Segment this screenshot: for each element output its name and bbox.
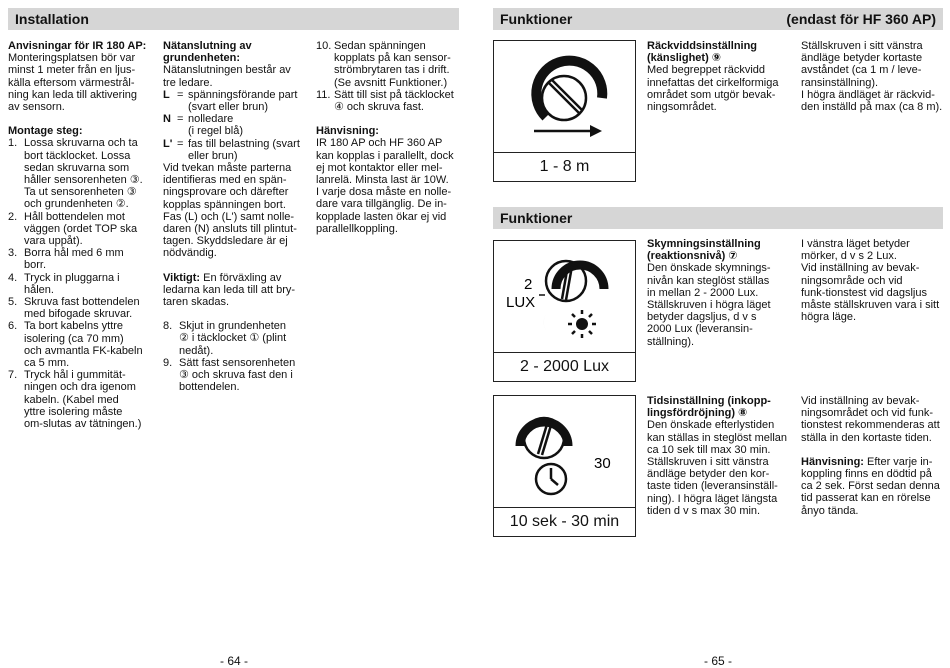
time-title-line: Tidsinställning (inkopp- bbox=[647, 395, 771, 407]
range-side-line: Ställskruven i sitt vänstra bbox=[801, 40, 923, 52]
range-setting-text bbox=[647, 40, 795, 113]
step-line: sedan skruvarna som bbox=[24, 161, 130, 174]
installation-header bbox=[8, 8, 459, 30]
list-item bbox=[8, 296, 154, 320]
time-side-line: Vid inställning av bevak- bbox=[801, 395, 920, 407]
step-line: nedåt). bbox=[179, 344, 214, 357]
lux-title-line: Skymningsinställning bbox=[647, 238, 761, 250]
definition-item: L' = fas till belastning (svart eller brun) bbox=[163, 138, 311, 162]
lux-icon-number: 2 bbox=[524, 276, 533, 293]
intro-line: minst 1 meter från en ljus- bbox=[8, 64, 136, 77]
time-dial-icon bbox=[494, 396, 635, 508]
step-line: isolering (ca 70 mm) bbox=[24, 332, 124, 345]
step-number: 8. bbox=[163, 320, 173, 333]
title-line: Nätanslutning av bbox=[163, 40, 252, 52]
time-setting-side-text bbox=[801, 395, 947, 517]
list-item bbox=[8, 369, 154, 430]
step-line: ② i täcklocket ① (plint bbox=[179, 332, 287, 345]
para-line: nödvändig. bbox=[163, 247, 217, 260]
step-number: 10. bbox=[316, 40, 332, 52]
note-line: I varje dosa måste en nolle- bbox=[316, 186, 452, 199]
list-item bbox=[316, 40, 462, 89]
commissioning-steps-list bbox=[316, 40, 462, 113]
step-line: kopplats på kan sensor- bbox=[334, 52, 451, 65]
time-icon-number: 30 bbox=[594, 455, 611, 472]
range-side-line: den inställd på max (ca 8 m). bbox=[801, 101, 943, 114]
definition-line: spänningsförande part bbox=[188, 88, 298, 101]
intro-line: tre ledare. bbox=[163, 76, 213, 89]
step-line: kabeln. (Kabel med bbox=[24, 393, 119, 406]
lux-setting-text bbox=[647, 238, 795, 348]
time-caption: 10 sek - 30 min bbox=[494, 507, 635, 536]
para-line: Vid tvekan måste parterna bbox=[163, 162, 292, 175]
time-title-line: lingsfördröjning) ⑧ bbox=[647, 407, 748, 420]
step-line: (Se avsnitt Funktioner.) bbox=[334, 76, 448, 89]
warning-line: ledarna kan leda till att bry- bbox=[163, 283, 296, 296]
title-line: grundenheten: bbox=[163, 52, 240, 65]
step-line: med bifogade skruvar. bbox=[24, 308, 133, 321]
step-line: vara uppåt). bbox=[24, 235, 83, 248]
note-title: Hänvisning: bbox=[316, 125, 379, 138]
lux-caption: 2 - 2000 Lux bbox=[494, 352, 635, 381]
definition-item: L = spänningsförande part (svart eller brun) bbox=[163, 89, 311, 113]
time-note-line: koppling finns en dödtid på bbox=[801, 468, 932, 481]
lux-desc-line: nivån kan steglöst ställas bbox=[647, 274, 770, 287]
step-line: om-slutas av tätningen.) bbox=[24, 418, 142, 431]
lux-desc-line: 2000 Lux (leveransin- bbox=[647, 323, 753, 336]
step-line: Skjut in grundenheten bbox=[179, 320, 287, 333]
range-title-line: (känslighet) ⑨ bbox=[647, 52, 722, 65]
list-item bbox=[163, 320, 311, 357]
range-desc-line: området som utgör bevak- bbox=[647, 88, 776, 101]
note-line: dare vara tillgänglig. De in- bbox=[316, 198, 447, 211]
lux-side-line: funk-tionstest vid dagsljus bbox=[801, 286, 927, 299]
list-item bbox=[8, 247, 154, 271]
list-item bbox=[8, 320, 154, 369]
list-item bbox=[316, 89, 462, 113]
lux-side-line: högra läge. bbox=[801, 311, 857, 324]
twilight-dial-icon bbox=[494, 241, 635, 353]
lux-title-line: (reaktionsnivå) ⑦ bbox=[647, 250, 738, 263]
note-text bbox=[316, 137, 462, 235]
mount-steps-list bbox=[8, 137, 154, 430]
step-line: håller sensorenheten ③. bbox=[24, 174, 143, 187]
note-line: IR 180 AP och HF 360 AP bbox=[316, 137, 443, 150]
time-desc-line: ändläge betyder den kor- bbox=[647, 468, 770, 481]
time-desc-line: kan ställas in steglöst mellan bbox=[647, 431, 788, 444]
time-desc-line: taste tiden (leveransinställ- bbox=[647, 480, 778, 493]
left-column-1 bbox=[8, 40, 154, 430]
step-line: yttre isolering måste bbox=[24, 405, 123, 418]
lux-side-line: I vänstra läget betyder bbox=[801, 238, 910, 250]
step-number: 6. bbox=[8, 320, 18, 333]
intro-line: källa eftersom värmestrål- bbox=[8, 76, 135, 89]
para-line: Fas (L) och (L') samt nolle- bbox=[163, 210, 295, 223]
para-line: tagen. Skyddsledare är ej bbox=[163, 235, 288, 248]
functions-title: Funktioner bbox=[500, 11, 573, 27]
time-side-line: tionstest rekommenderas att bbox=[801, 419, 940, 432]
step-number: 4. bbox=[8, 271, 18, 284]
list-item bbox=[163, 357, 311, 394]
range-desc-line: ningsområdet. bbox=[647, 101, 717, 114]
step-line: ningen och dra igenom bbox=[24, 381, 136, 394]
time-desc-line: ca 10 sek till max 30 min. bbox=[647, 443, 771, 456]
intro-title: Anvisningar för IR 180 AP: bbox=[8, 40, 147, 52]
note-line: ej mot kontaktor eller mel- bbox=[316, 161, 443, 174]
para-line: identifieras med en spän- bbox=[163, 174, 287, 187]
mains-intro bbox=[163, 64, 311, 88]
intro-text bbox=[8, 52, 154, 113]
mains-title bbox=[163, 40, 311, 64]
range-desc-line: Med begreppet räckvidd bbox=[647, 64, 766, 77]
step-line: Sätt till sist på täcklocket bbox=[334, 88, 454, 101]
list-item bbox=[8, 211, 154, 248]
time-desc-line: Ställskruven i sitt vänstra bbox=[647, 456, 769, 469]
functions-title-2: Funktioner bbox=[500, 210, 573, 226]
step-line: Håll bottendelen mot bbox=[24, 210, 125, 223]
time-note-label: Hänvisning: bbox=[801, 455, 864, 468]
range-side-line: ändläge betyder kortaste bbox=[801, 52, 923, 65]
range-illustration bbox=[493, 40, 636, 182]
step-line: ④ och skruva fast. bbox=[334, 101, 424, 114]
definition-key: L bbox=[163, 88, 170, 101]
step-line: borr. bbox=[24, 259, 47, 272]
time-note-line: ånyo tända. bbox=[801, 504, 859, 517]
page-number-right: - 65 - bbox=[704, 654, 733, 668]
definition-line: fas till belastning (svart bbox=[188, 137, 300, 150]
range-setting-side-text bbox=[801, 40, 947, 113]
para-line: ningsprovare och därefter bbox=[163, 186, 289, 199]
step-line: ca 5 mm. bbox=[24, 357, 70, 370]
warning-line: taren skadas. bbox=[163, 296, 230, 309]
note-line: kan kopplas i parallellt, dock bbox=[316, 149, 454, 162]
range-side-line: avståndet (ca 1 m / leve- bbox=[801, 64, 922, 77]
step-line: Skruva fast bottendelen bbox=[24, 296, 140, 309]
lux-setting-side-text bbox=[801, 238, 947, 323]
definition-key: N bbox=[163, 113, 171, 126]
lux-icon-unit: LUX bbox=[506, 294, 536, 311]
time-desc-line: tiden d v s max 30 min. bbox=[647, 504, 761, 517]
intro-line: Monteringsplatsen bör var bbox=[8, 52, 136, 65]
definition-line: nolledare bbox=[188, 113, 234, 126]
time-desc-line: ning). I högra läget längsta bbox=[647, 492, 778, 505]
lux-illustration bbox=[493, 240, 636, 382]
list-item bbox=[8, 272, 154, 296]
left-column-3 bbox=[316, 40, 462, 235]
lux-desc-line: ställning). bbox=[647, 335, 695, 348]
time-note-line: Efter varje in- bbox=[863, 455, 933, 468]
intro-line: Nätanslutningen består av bbox=[163, 64, 291, 77]
definition-item: N = nolledare (i regel blå) bbox=[163, 113, 311, 137]
step-number: 5. bbox=[8, 296, 18, 309]
step-number: 2. bbox=[8, 210, 18, 223]
range-caption: 1 - 8 m bbox=[494, 152, 635, 181]
time-desc-line: Den önskade efterlystiden bbox=[647, 419, 775, 432]
step-number: 9. bbox=[163, 356, 173, 369]
time-side-line: ställa in den kortaste tiden. bbox=[801, 431, 932, 444]
warning-label: Viktigt: bbox=[163, 271, 201, 284]
time-illustration bbox=[493, 395, 636, 537]
assembly-steps-list bbox=[163, 320, 311, 393]
warning-line: En förväxling av bbox=[200, 271, 282, 284]
step-line: hålen. bbox=[24, 283, 54, 296]
list-item bbox=[8, 137, 154, 210]
step-line: Sedan spänningen bbox=[334, 40, 426, 52]
note-line: kopplade lasten ökar ej vid bbox=[316, 210, 447, 223]
time-side-line: ningsområdet och vid funk- bbox=[801, 407, 934, 420]
page-number-left: - 64 - bbox=[220, 654, 249, 668]
functions-header-2 bbox=[493, 207, 943, 229]
intro-line: av sensorn. bbox=[8, 101, 65, 114]
model-note: (endast för HF 360 AP) bbox=[786, 11, 936, 27]
functions-header-1 bbox=[493, 8, 943, 30]
time-setting-text bbox=[647, 395, 795, 517]
definition-key: L' bbox=[163, 137, 173, 150]
range-desc-line: innefattas det cirkelformiga bbox=[647, 76, 779, 89]
step-line: Lossa skruvarna och ta bbox=[24, 137, 138, 150]
definition-line: (i regel blå) bbox=[188, 125, 244, 138]
time-note-line: ca 2 sek. Först sedan denna bbox=[801, 480, 940, 493]
lux-side-line: ningsområde och vid bbox=[801, 274, 903, 287]
step-line: och avmantla FK-kabeln bbox=[24, 344, 143, 357]
step-line: och grundenheten ②. bbox=[24, 198, 129, 211]
para-line: kopplas spänningen bort. bbox=[163, 198, 286, 211]
lux-desc-line: betyder dagsljus, d v s bbox=[647, 311, 757, 324]
steps-title: Montage steg: bbox=[8, 125, 83, 138]
step-line: strömbrytaren tas i drift. bbox=[334, 64, 450, 77]
note-line: lanrelä. Minsta last är 10W. bbox=[316, 174, 449, 187]
step-line: väggen (ordet TOP ska bbox=[24, 222, 138, 235]
conductor-definitions bbox=[163, 89, 311, 162]
step-line: bort täcklocket. Lossa bbox=[24, 149, 131, 162]
step-number: 7. bbox=[8, 369, 18, 382]
definition-line: eller brun) bbox=[188, 149, 238, 162]
range-side-line: ransinställning). bbox=[801, 76, 879, 89]
installation-title: Installation bbox=[15, 11, 89, 27]
note-line: parallellkoppling. bbox=[316, 222, 398, 235]
para-line: daren (N) ansluts till plintut- bbox=[163, 223, 297, 236]
step-line: Ta bort kabelns yttre bbox=[24, 320, 124, 333]
step-line: Tryck hål i gummität- bbox=[24, 369, 126, 382]
step-line: bottendelen. bbox=[179, 381, 240, 394]
step-line: Borra hål med 6 mm bbox=[24, 247, 124, 260]
left-column-2 bbox=[163, 40, 311, 393]
range-title-line: Räckviddsinställning bbox=[647, 40, 758, 52]
step-line: Tryck in pluggarna i bbox=[24, 271, 120, 284]
lux-side-line: Vid inställning av bevak- bbox=[801, 262, 920, 275]
step-number: 1. bbox=[8, 137, 18, 150]
step-line: Sätt fast sensorenheten bbox=[179, 356, 296, 369]
lux-desc-line: in mellan 2 - 2000 Lux. bbox=[647, 286, 759, 299]
step-line: Ta ut sensorenheten ③ bbox=[24, 186, 137, 199]
mains-paragraph bbox=[163, 162, 311, 260]
lux-side-line: måste ställskruven vara i sitt bbox=[801, 299, 940, 312]
step-line: ③ och skruva fast den i bbox=[179, 369, 293, 382]
intro-line: ning kan leda till aktivering bbox=[8, 88, 138, 101]
lux-desc-line: Ställskruven i högra läget bbox=[647, 299, 771, 312]
definition-line: (svart eller brun) bbox=[188, 101, 269, 114]
step-number: 3. bbox=[8, 247, 18, 260]
lux-side-line: mörker, d v s 2 Lux. bbox=[801, 250, 897, 263]
warning-text bbox=[163, 272, 311, 309]
lux-desc-line: Den önskade skymnings- bbox=[647, 262, 771, 275]
time-note-line: tid passerat kan en rörelse bbox=[801, 492, 931, 505]
range-side-line: I högra ändläget är räckvid- bbox=[801, 88, 935, 101]
step-number: 11. bbox=[316, 88, 331, 101]
range-dial-icon bbox=[494, 41, 635, 153]
